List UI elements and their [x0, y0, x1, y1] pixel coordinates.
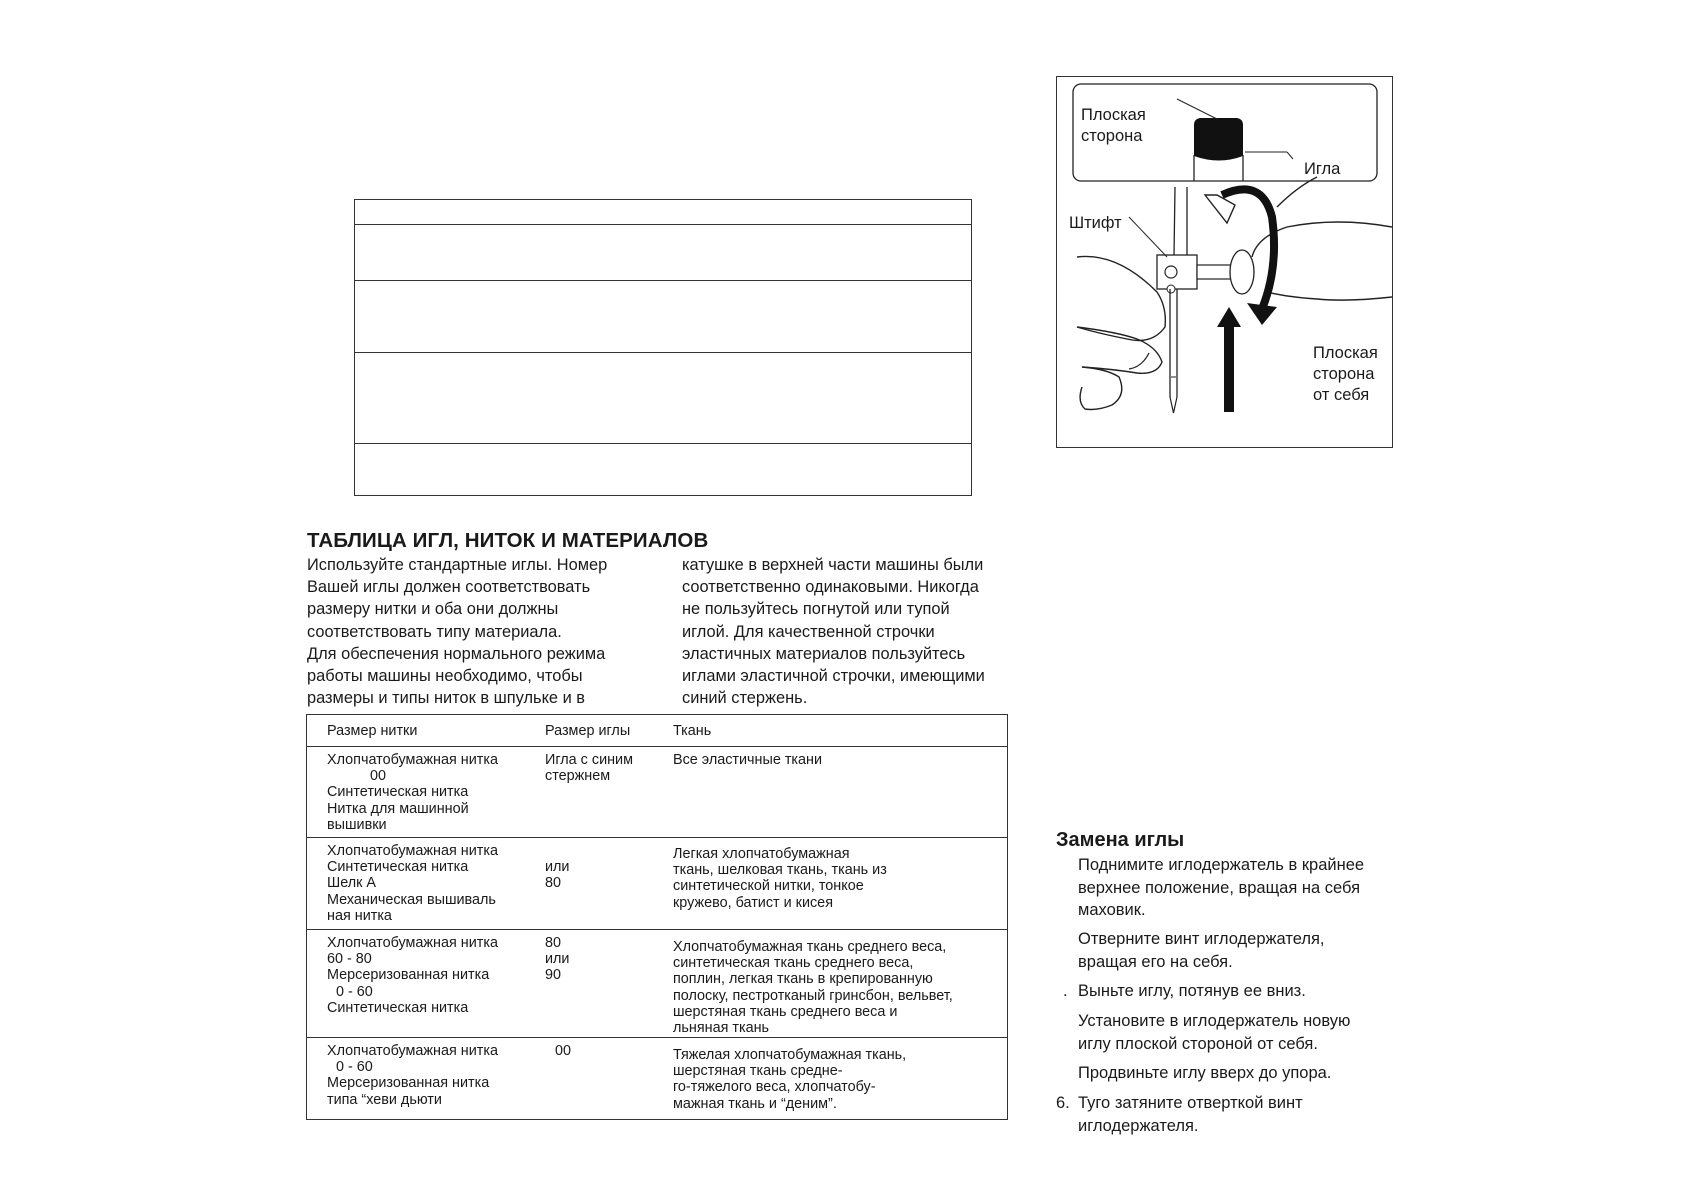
pin-label: Штифт	[1069, 214, 1122, 232]
table-row-divider	[307, 929, 1007, 930]
replacement-step: Продвиньте иглу вверх до упора.	[1078, 1064, 1332, 1082]
table-cell-thread: Хлопчатобумажная нитка 00 Синтетическая нитка Нитка для машинной вышивки	[327, 752, 498, 833]
table-row-divider	[307, 746, 1007, 747]
table-rule	[355, 443, 971, 444]
replacement-step: . Выньте иглу, потянув ее вниз.	[1063, 982, 1306, 1000]
intro-line: синий стержень.	[682, 689, 808, 708]
intro-line: Для обеспечения нормального режима	[307, 644, 606, 663]
section-title: ТАБЛИЦА ИГЛ, НИТОК И МАТЕРИАЛОВ	[307, 529, 709, 552]
replacement-step: Установите в иглодержатель новую иглу плоской стороной от себя.	[1078, 1012, 1351, 1053]
table-cell-needle: 80 или 90	[545, 935, 570, 984]
table-cell-thread: Хлопчатобумажная нитка Синтетическая нитка Шелк А Механическая вышиваль ная нитка	[327, 843, 498, 924]
intro-line: соответственно одинаковыми. Никогда	[682, 578, 979, 597]
intro-line: иглой. Для качественной строчки	[682, 622, 935, 641]
table-rule	[355, 280, 971, 281]
table-cell-fabric: Хлопчатобумажная ткань среднего веса, синтетическая ткань среднего веса, поплин, легкая ткань в крепированную полоску, пестротканый гринсбон, вельвет, шерстяная ткань среднего веса и льняная ткань	[673, 939, 953, 1037]
table-cell-fabric: Все эластичные ткани	[673, 752, 823, 768]
intro-line: размеры и типы ниток в шпульке и в	[307, 689, 586, 708]
intro-line: Вашей иглы должен соответствовать	[307, 578, 591, 597]
intro-line: катушке в верхней части машины были	[682, 556, 984, 574]
needle-label: Игла	[1304, 160, 1341, 178]
intro-line: размеру нитки и оба они должны	[307, 600, 559, 619]
intro-line: эластичных материалов пользуйтесь	[682, 644, 966, 663]
table-cell-needle: 00	[555, 1043, 572, 1059]
table-cell-thread: Хлопчатобумажная нитка 60 - 80 Мерсеризованная нитка 0 - 60 Синтетическая нитка	[327, 935, 498, 1016]
table-rule	[355, 224, 971, 225]
intro-line: соответствовать типу материала.	[307, 622, 562, 641]
table-row-divider	[307, 1037, 1007, 1038]
intro-right-column	[682, 554, 985, 709]
empty-ruled-table	[354, 199, 972, 496]
intro-left-column	[307, 554, 607, 709]
needle-thread-fabric-table	[306, 714, 1008, 1120]
intro-line: не пользуйтесь погнутой или тупой	[682, 600, 950, 619]
intro-line: работы машины необходимо, чтобы	[307, 667, 583, 686]
table-cell-needle: Игла с синим стержнем	[545, 752, 633, 785]
table-cell-needle: или 80	[545, 859, 570, 892]
flat-side-away-label: Плоская сторона от себя	[1313, 344, 1378, 404]
column-header-fabric: Ткань	[673, 723, 712, 739]
table-cell-fabric: Легкая хлопчатобумажная ткань, шелковая ткань, ткань из синтетической нитки, тонкое кружево, батист и кисея	[673, 846, 887, 911]
flat-side-label: Плоская сторона	[1081, 106, 1146, 145]
replacement-title: Замена иглы	[1056, 829, 1185, 851]
table-cell-fabric: Тяжелая хлопчатобумажная ткань, шерстяная ткань средне- го-тяжелого веса, хлопчатобу- мажная ткань и “деним”.	[673, 1047, 907, 1112]
replacement-step: Поднимите иглодержатель в крайнее верхнее положение, вращая на себя маховик.	[1078, 856, 1365, 919]
replacement-step: Отверните винт иглодержателя, вращая его на себя.	[1078, 930, 1325, 971]
replacement-step: 6. Туго затяните отверткой винт иглодержателя.	[1056, 1094, 1303, 1135]
intro-line: Используйте стандартные иглы. Номер	[307, 556, 608, 574]
column-header-needle: Размер иглы	[545, 723, 631, 739]
intro-line: иглами эластичной строчки, имеющими	[682, 667, 985, 686]
needle-insertion-figure	[1056, 76, 1393, 448]
table-row-divider	[307, 837, 1007, 838]
table-cell-thread: Хлопчатобумажная нитка 0 - 60 Мерсеризованная нитка типа “хеви дьюти	[327, 1043, 498, 1108]
table-rule	[355, 352, 971, 353]
column-header-thread: Размер нитки	[327, 723, 418, 739]
